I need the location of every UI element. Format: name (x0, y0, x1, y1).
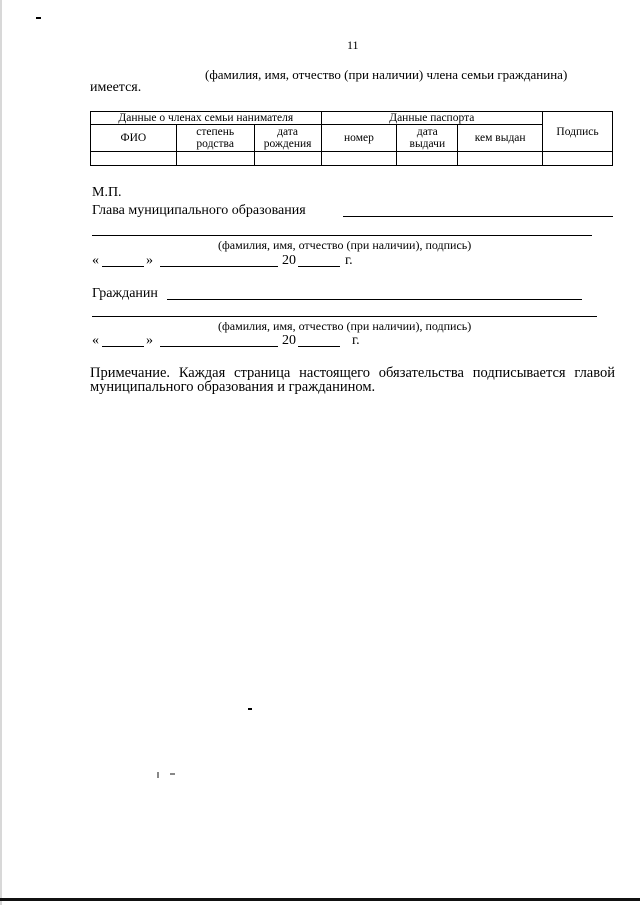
header-issue-date: дата выдачи (397, 125, 458, 152)
scan-edge (0, 0, 2, 905)
citizen-name-line (92, 316, 597, 317)
head-signature-line (343, 216, 613, 217)
header-birthdate: дата рождения (254, 125, 321, 152)
head-year-prefix: 20 (282, 253, 296, 268)
header-fio: ФИО (91, 125, 177, 152)
citizen-year-line (298, 346, 340, 347)
citizen-year-suffix: г. (352, 333, 360, 348)
table-row (91, 152, 613, 166)
member-name-caption: (фамилия, имя, отчество (при наличии) члена семьи гражданина) (205, 67, 568, 82)
page-number: 11 (347, 38, 359, 52)
family-members-table (90, 111, 613, 166)
head-day-line (102, 266, 144, 267)
scan-bottom-edge (0, 898, 640, 901)
head-month-line (160, 266, 278, 267)
citizen-signature-line (167, 299, 582, 300)
header-signature: Подпись (543, 112, 613, 152)
scan-speck (248, 708, 252, 710)
citizen-day-line (102, 346, 144, 347)
scan-speck (170, 773, 175, 775)
head-name-line (92, 235, 592, 236)
scan-speck (36, 17, 41, 19)
page-note: Примечание. Каждая страница настоящего обязательства подписывается главой муниципального образования и гражданином. (90, 365, 615, 395)
head-date-close-quote: » (146, 253, 153, 268)
header-family-members: Данные о членах семьи нанимателя (91, 112, 322, 125)
head-year-line (298, 266, 340, 267)
head-label: Глава муниципального образования (92, 203, 306, 218)
citizen-date-open-quote: « (92, 333, 99, 348)
header-passport-data: Данные паспорта (321, 112, 543, 125)
seal-mark: М.П. (92, 185, 122, 200)
citizen-name-caption: (фамилия, имя, отчество (при наличии), подпись) (218, 319, 472, 333)
header-relation: степень родства (176, 125, 254, 152)
head-date-open-quote: « (92, 253, 99, 268)
scan-speck (157, 772, 159, 778)
exists-word: имеется. (90, 80, 142, 95)
citizen-month-line (160, 346, 278, 347)
header-issued-by: кем выдан (458, 125, 543, 152)
head-year-suffix: г. (345, 253, 353, 268)
header-passport-number: номер (321, 125, 397, 152)
citizen-date-close-quote: » (146, 333, 153, 348)
head-name-caption: (фамилия, имя, отчество (при наличии), подпись) (218, 238, 472, 252)
citizen-year-prefix: 20 (282, 333, 296, 348)
citizen-label: Гражданин (92, 286, 158, 301)
